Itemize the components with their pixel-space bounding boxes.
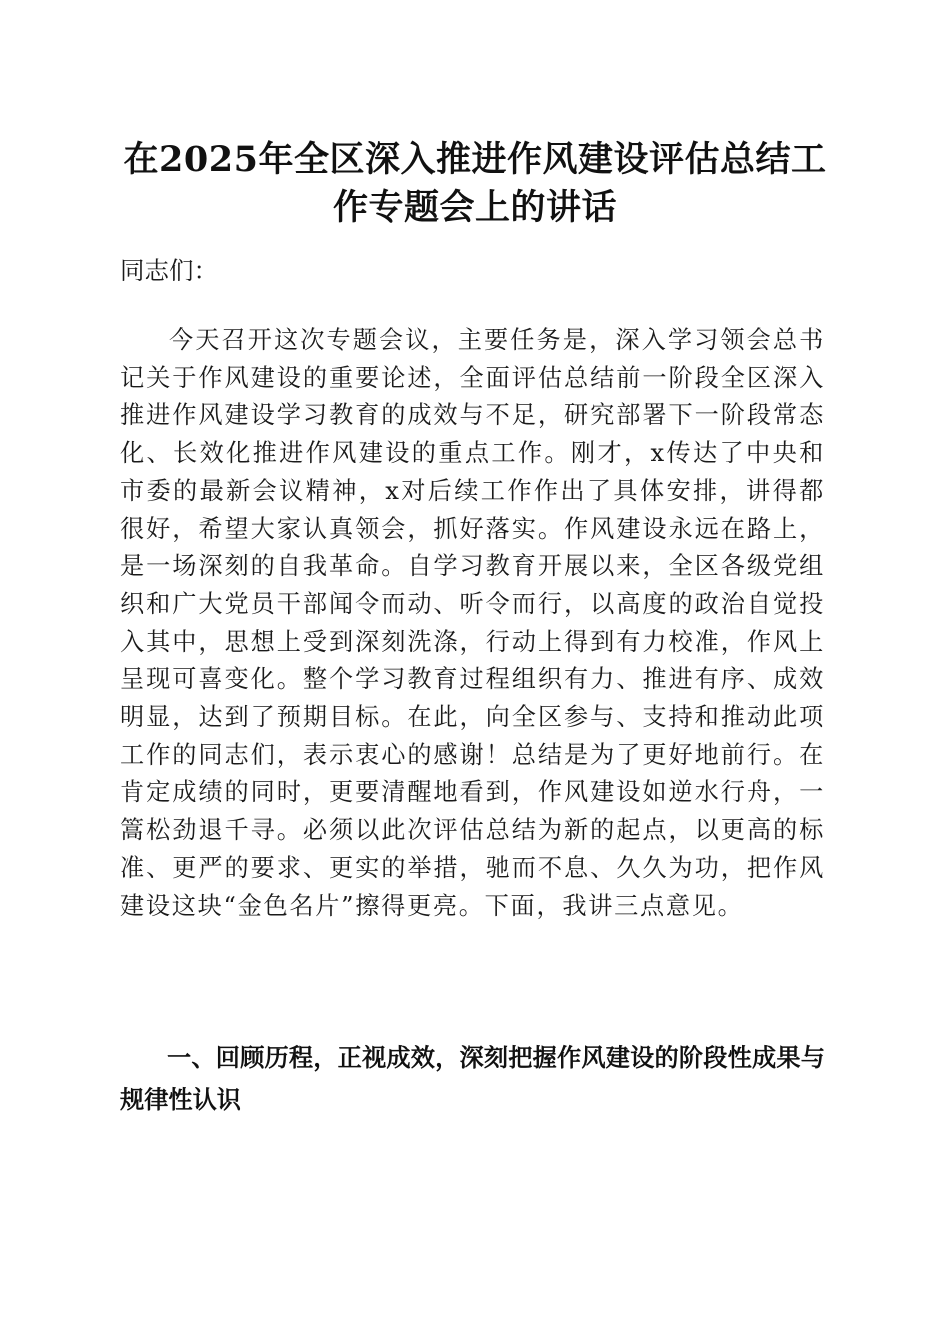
body-paragraph: 今天召开这次专题会议，主要任务是，深入学习领会总书记关于作风建设的重要论述，全面评估总结前一阶段全区深入推进作风建设学习教育的成效与不足，研究部署下一阶段常态化、长效化推进作风建设的重点工作。刚才，x传达了中央和市委的最新会议精神，x对后续工作作出了具体安排，讲得都很好，希望大家认真领会，抓好落实。作风建设永远在路上，是一场深刻的自我革命。自学习教育开展以来，全区各级党组织和广大党员干部闻令而动、听令而行，以高度的政治自觉投入其中，思想上受到深刻洗涤，行动上得到有力校准，作风上呈现可喜变化。整个学习教育过程组织有力、推进有序、成效明显，达到了预期目标。在此，向全区参与、支持和推动此项工作的同志们，表示衷心的感谢！总结是为了更好地前行。在肯定成绩的同时，更要清醒地看到，作风建设如逆水行舟，一篙松劲退千寻。必须以此次评估总结为新的起点，以更高的标准、更严的要求、更实的举措，驰而不息、久久为功，把作风建设这块“金色名片”擦得更亮。下面，我讲三点意见。 — [120, 326, 825, 920]
salutation: 同志们： — [120, 256, 218, 285]
section-heading: 一、回顾历程，正视成效，深刻把握作风建设的阶段性成果与规律性认识 — [120, 1044, 825, 1114]
document-title: 在2025年全区深入推进作风建设评估总结工作专题会上的讲话 — [123, 139, 827, 228]
